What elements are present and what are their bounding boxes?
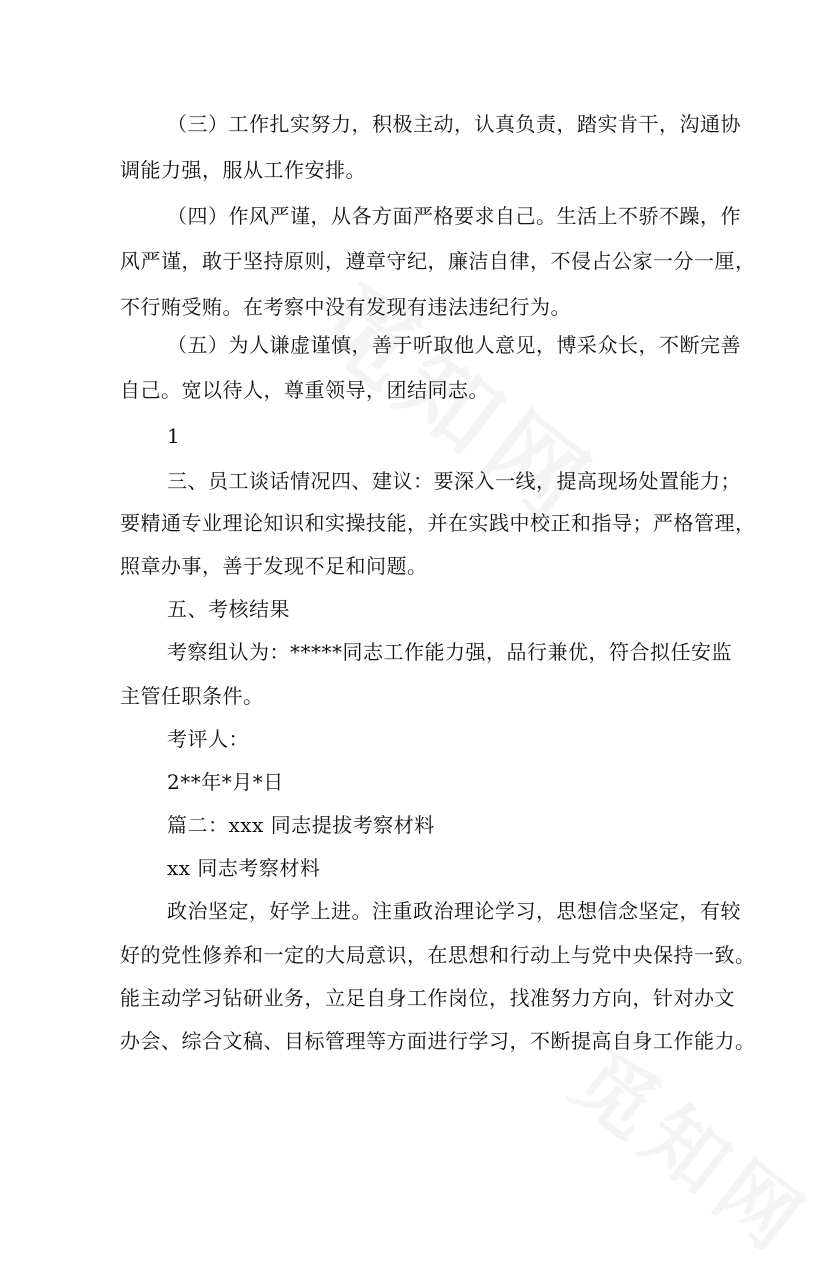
page-number: 1 [167, 424, 181, 448]
paragraph-line: 三、员工谈话情况四、建议：要深入一线，提高现场处置能力； [167, 469, 741, 493]
section-title: 篇二：xxx 同志提拔考察材料 [167, 813, 435, 837]
paragraph-line: 能主动学习钻研业务，立足自身工作岗位，找准努力方向，针对办文 [120, 986, 735, 1010]
signature-label: 考评人： [167, 727, 249, 751]
paragraph-line: 要精通专业理论知识和实操技能，并在实践中校正和指导；严格管理， [120, 511, 756, 535]
paragraph-line: 办会、综合文稿、目标管理等方面进行学习，不断提高自身工作能力。 [120, 1029, 756, 1053]
paragraph-line: 调能力强，服从工作安排。 [120, 158, 366, 182]
paragraph-line: （三）工作扎实努力，积极主动，认真负责，踏实肯干，沟通协 [167, 112, 741, 136]
paragraph-line: 好的党性修养和一定的大局意识，在思想和行动上与党中央保持一致。 [120, 943, 756, 967]
section-heading: 五、考核结果 [167, 597, 290, 621]
paragraph-line: 政治坚定，好学上进。注重政治理论学习，思想信念坚定，有较 [167, 899, 741, 923]
section-subtitle: xx 同志考察材料 [167, 856, 321, 880]
paragraph-line: 主管任职条件。 [120, 684, 264, 708]
paragraph-line: 风严谨，敢于坚持原则，遵章守纪，廉洁自律，不侵占公家一分一厘， [120, 249, 756, 273]
paragraph-line: 自己。宽以待人，尊重领导，团结同志。 [120, 378, 489, 402]
paragraph-line: （五）为人谦虚谨慎，善于听取他人意见，博采众长，不断完善 [167, 333, 741, 357]
watermark [553, 1019, 830, 1276]
paragraph-line: 照章办事，善于发现不足和问题。 [120, 554, 428, 578]
paragraph-line: （四）作风严谨，从各方面严格要求自己。生活上不骄不躁，作 [167, 204, 741, 228]
paragraph-line: 不行贿受贿。在考察中没有发现有违法违纪行为。 [120, 295, 571, 319]
date-line: 2**年*月*日 [167, 770, 284, 794]
paragraph-line: 考察组认为：*****同志工作能力强，品行兼优，符合拟任安监 [167, 640, 732, 664]
